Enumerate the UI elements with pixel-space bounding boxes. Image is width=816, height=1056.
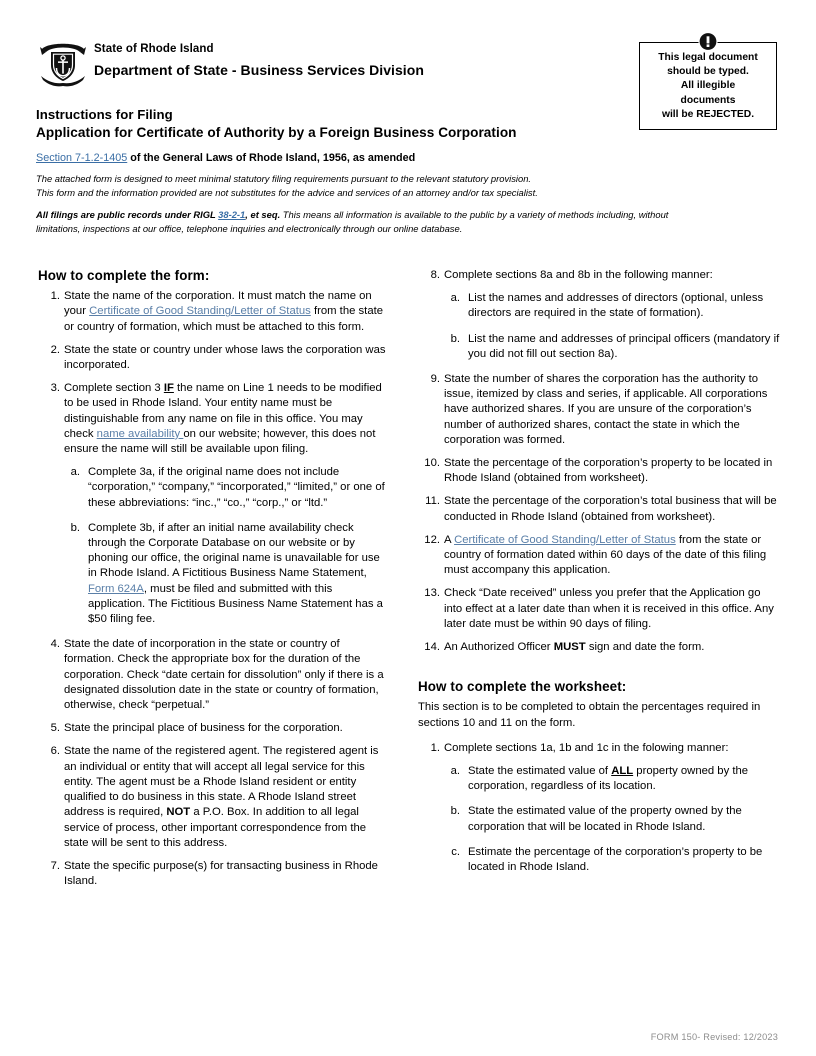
list-item-body [64, 745, 378, 848]
list-item-body [444, 587, 774, 629]
sub-list-item-letter: b. [450, 332, 460, 345]
notice-line-1: This legal document [658, 52, 758, 63]
public-records-lead: All filings are public records under RIGL [36, 209, 219, 220]
legal-notice-box [639, 42, 777, 130]
sub-list-item-body [468, 846, 762, 873]
notice-line-3: All illegible [680, 80, 736, 92]
list-item-body [64, 344, 386, 371]
worksheet-0-0-emphasis: ALL [611, 765, 634, 778]
list-item-body [64, 722, 343, 734]
worksheet-0-1-text-0: State the estimated value of the property owned by the corporation that will be located in Rhode Island. [468, 805, 742, 833]
list-item-number: 14. [424, 641, 440, 654]
rigl-link[interactable]: 38-2-1 [218, 209, 246, 220]
list-item-number: 2. [50, 343, 60, 356]
list-item-body [444, 742, 728, 754]
sub-list-item-letter: a. [450, 765, 460, 778]
list-item-body [64, 382, 382, 455]
form-right-6-emphasis: MUST [553, 641, 586, 654]
rhode-island-state-seal-icon [36, 38, 90, 88]
list-item-body [444, 373, 767, 446]
list-item-number: 5. [50, 722, 60, 735]
form-footer: FORM 150- Revised: 12/2023 [650, 1032, 778, 1042]
list-item [38, 289, 390, 335]
title-line-1: Instructions for Filing [36, 107, 173, 122]
disclaimer-text [36, 172, 656, 199]
sub-list-item-body [468, 333, 779, 360]
form-right-2-text-0: State the percentage of the corporation’s property to be located in Rhode Island (obtained from worksheet). [444, 457, 773, 485]
form-left-0-text-2: from the state or country of formation, which must be attached to this form. [64, 305, 384, 333]
statute-reference [36, 151, 415, 166]
form-left-2-1-text-0: Complete 3b, if after an initial name availability check through the Corporate Database on our website or by phoning our office, the original name is unavailable for use in Rhode Island. A Fictitious Business Name Statement, [88, 521, 380, 580]
sub-list-item [64, 465, 390, 511]
form-left-2-text-2: the name on Line 1 needs to be modified to be used in Rhode Island. Your entity name must be distinguishable from any name on file in this office. You may check [64, 382, 382, 440]
form-left-5-text-0: State the name of the registered agent. The registered agent is an individual or entity that will accept all legal service for this entity. The agent must be a Rhode Island resident or entity qualified to do business in this state. A Rhode Island street address is required, [64, 745, 379, 819]
list-item-body [444, 269, 713, 281]
form-instructions-right-column [418, 268, 780, 885]
worksheet-instruction-list [418, 741, 780, 875]
worksheet-0-0-text-2: property owned by the corporation, regardless of its location. [468, 765, 749, 793]
list-item [38, 744, 390, 850]
list-item [38, 343, 390, 373]
list-item-number: 1. [430, 741, 440, 754]
sub-list-item [444, 764, 780, 794]
form-right-6-text-0: An Authorized Officer [444, 641, 554, 654]
exclamation-mark-icon [699, 32, 718, 51]
statute-rest: of the General Laws of Rhode Island, 1956, as amended [127, 152, 416, 164]
list-item-number: 8. [430, 269, 440, 281]
list-item [418, 586, 780, 632]
sub-list-item [444, 332, 780, 362]
list-item-body [444, 495, 777, 522]
form-right-0-1-text-0: List the name and addresses of principal officers (mandatory if you did not fill out section 8a). [468, 332, 780, 360]
list-item-body [444, 534, 766, 576]
public-records-rest: This means all information is available to the public by a variety of methods including, without limitations, inspections at our office, telephone inquiries and electronically through our online database. [36, 209, 669, 234]
sub-list-item [444, 845, 780, 875]
sub-list-item-body [468, 805, 742, 832]
section-heading-worksheet: How to complete the worksheet: [418, 679, 627, 695]
form-right-3-text-0: State the percentage of the corporation’s total business that will be conducted in Rhode Island (obtained from worksheet). [444, 495, 777, 523]
list-item [418, 533, 780, 579]
form-left-4-text-0: State the principal place of business for the corporation. [64, 722, 343, 735]
form-left-3-text-0: State the date of incorporation in the state or country of formation. Check the appropriate box for the duration of the corporation. Check “date certain for dissolution” only if there is a designated dissolution date in the state or country of formation, otherwise, check “perpetual.” [64, 638, 384, 712]
list-item-number: 1. [50, 290, 60, 303]
disclaimer-line-1: The attached form is designed to meet minimal statutory filing requirements pursuant to the relevant statutory provision. [36, 173, 532, 184]
sub-list-item-body [88, 466, 385, 508]
form-left-2-1-text-2: , must be filed and submitted with this application. The Fictitious Business Name Statement has a $50 filing fee. [88, 582, 383, 626]
form-right-4-link[interactable]: Certificate of Good Standing/Letter of Status [454, 533, 676, 546]
sub-list [444, 764, 780, 875]
form-left-5-emphasis: NOT [166, 806, 191, 819]
list-item-number: 7. [50, 859, 60, 872]
form-instructions-left-column [38, 268, 390, 897]
list-item-number: 10. [424, 457, 440, 470]
sub-list [64, 465, 390, 627]
form-right-4-text-0: A [444, 533, 455, 546]
section-heading-form: How to complete the form: [38, 268, 210, 283]
list-item-number: 6. [50, 745, 60, 758]
form-left-2-0-text-0: Complete 3a, if the original name does not include “corporation,” “company,” “incorporated,” “limited,” or one of these abbreviations: “inc.,” “co.,” “corp.,” or “ltd.” [88, 466, 385, 509]
notice-line-2: should be typed. [667, 66, 749, 78]
list-item [38, 381, 390, 627]
disclaimer-line-2: This form and the information provided are not substitutes for the advice and services of an attorney and/or tax specialist. [36, 186, 538, 198]
list-item-number: 4. [50, 638, 60, 651]
sub-list-item-body [468, 292, 763, 319]
sub-list-item [64, 521, 390, 627]
worksheet-0-text-0: Complete sections 1a, 1b and 1c in the folowing manner: [444, 741, 729, 754]
form-left-0-text-0: State the name of the corporation. It must match the name on your [64, 290, 372, 318]
form-right-0-text-0: Complete sections 8a and 8b in the following manner: [444, 269, 713, 281]
form-right-4-text-2: from the state or country of formation dated within 60 days of the date of this filing must accompany this application. [444, 533, 767, 577]
list-item [38, 859, 390, 889]
form-left-0-link[interactable]: Certificate of Good Standing/Letter of Status [89, 305, 311, 318]
notice-line-4: documents [680, 94, 736, 106]
sub-list-item-letter: a. [70, 466, 80, 479]
worksheet-0-2-text-0: Estimate the percentage of the corporation’s property to be located in Rhode Island. [468, 845, 763, 874]
form-instruction-list-right [418, 268, 780, 655]
list-item [418, 372, 780, 448]
sub-list-item-letter: b. [450, 805, 460, 818]
page-title [36, 106, 517, 142]
public-records-text [36, 208, 696, 235]
sub-list-item [444, 291, 780, 321]
list-item-body [64, 638, 384, 711]
list-item [418, 741, 780, 875]
worksheet-0-0-text-0: State the estimated value of [468, 765, 612, 778]
list-item-number: 3. [50, 382, 60, 395]
list-item [38, 637, 390, 713]
sub-list-item-letter: a. [450, 292, 460, 305]
list-item-number: 12. [424, 533, 440, 546]
sub-list-item-body [468, 765, 748, 792]
list-item-number: 11. [425, 495, 440, 508]
form-left-2-link[interactable]: name availability [96, 427, 184, 440]
form-right-5-text-0: Check “Date received” unless you prefer that the Application go into effect at a later date than when it is received in this office. Any later date must be within 90 days of filing. [444, 587, 774, 630]
form-right-6-text-2: sign and date the form. [585, 641, 705, 654]
list-item-body [444, 641, 704, 653]
form-left-2-text-4: on our website; however, this does not ensure the name will still be available upon filing. [64, 427, 376, 456]
list-item [418, 456, 780, 486]
list-item-number: 9. [430, 373, 440, 386]
list-item-body [64, 290, 383, 332]
sub-list-item [444, 804, 780, 834]
department-name: Department of State - Business Services Division [94, 62, 424, 78]
list-item [418, 268, 780, 362]
state-name: State of Rhode Island [94, 43, 214, 55]
list-item [418, 494, 780, 524]
list-item-body [444, 457, 772, 484]
list-item [418, 640, 780, 655]
worksheet-intro: This section is to be completed to obtain the percentages required in sections 10 and 11 on the form. [418, 701, 761, 729]
form-left-6-text-0: State the specific purpose(s) for transacting business in Rhode Island. [64, 859, 378, 888]
list-item-number: 13. [424, 587, 440, 600]
statute-link[interactable]: Section 7-1.2-1405 [36, 152, 128, 164]
sub-list-item-letter: b. [70, 521, 80, 534]
form-left-2-text-0: Complete section 3 [64, 382, 164, 395]
notice-line-5: will be REJECTED. [661, 108, 755, 120]
list-item [38, 721, 390, 736]
form-left-5-text-2: a P.O. Box. In addition to all legal service of process, other important correspondence from the state will be sent to this address. [64, 806, 367, 849]
agency-identity [94, 42, 424, 80]
public-records-tail: , et seq. [245, 209, 281, 220]
form-left-2-1-link[interactable]: Form 624A [88, 582, 144, 595]
list-item-body [64, 860, 378, 887]
sub-list-item-body [88, 522, 383, 625]
form-instruction-list-left [38, 289, 390, 889]
sub-list-item-letter: c. [451, 845, 460, 858]
form-left-2-emphasis: IF [163, 382, 174, 395]
title-line-2: Application for Certificate of Authority by a Foreign Business Corporation [36, 125, 517, 140]
form-right-1-text-0: State the number of shares the corporation has the authority to issue, itemized by class and series, if applicable. All corporations have authorized shares. If you are unsure of the corporation’s number of authorized shares, contact the state in which the corporation was formed. [444, 373, 768, 446]
sub-list [444, 291, 780, 362]
form-right-0-0-text-0: List the names and addresses of directors (optional, unless directors are required in the state of formation). [468, 292, 764, 320]
form-left-1-text-0: State the state or country under whose laws the corporation was incorporated. [64, 343, 386, 372]
